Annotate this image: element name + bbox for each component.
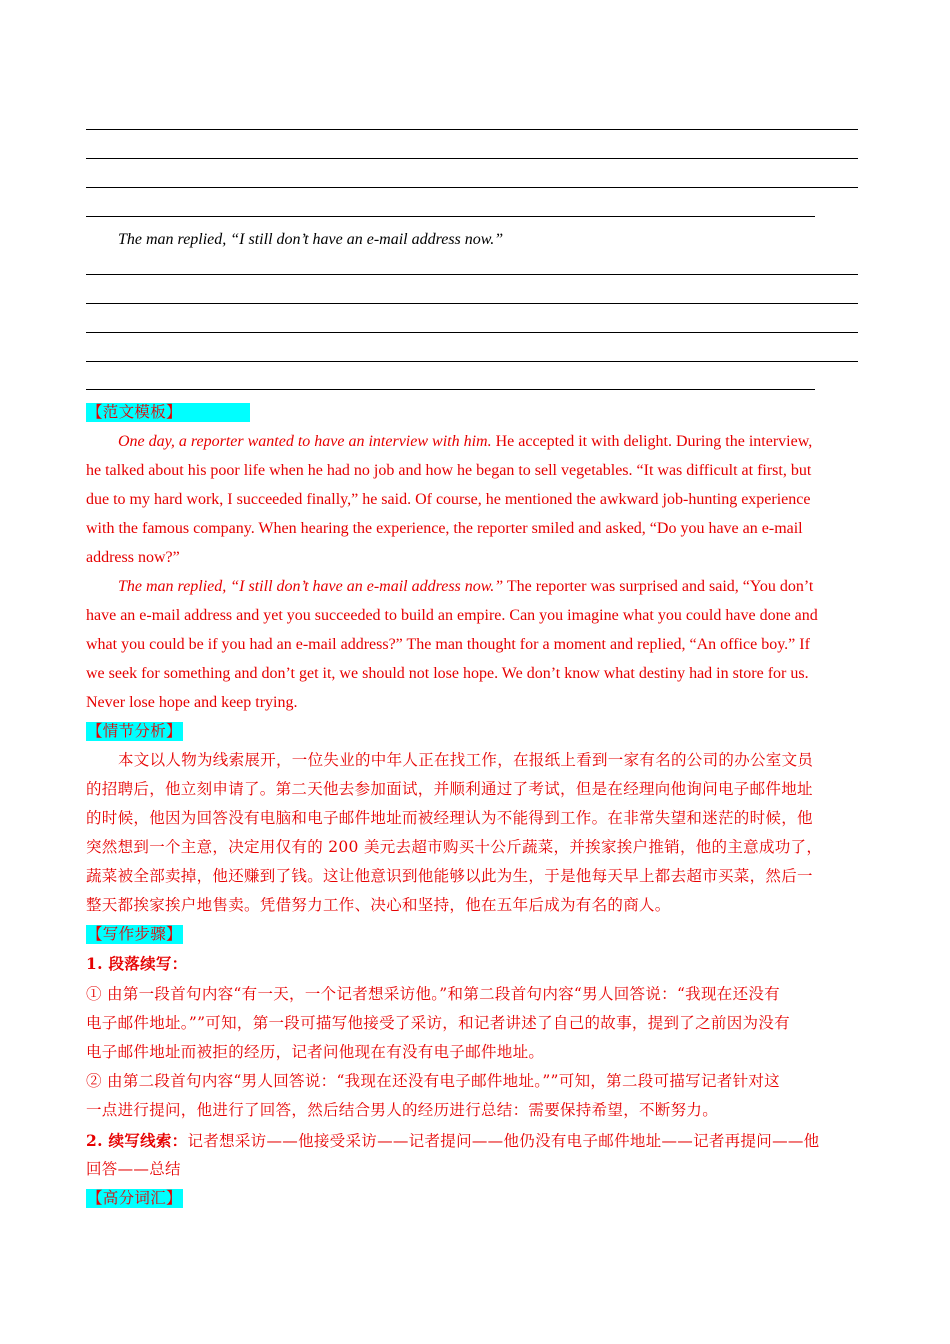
paragraph-prompt: The man replied, “I still don’t have an e-mail address now.” (118, 231, 504, 248)
plot-analysis-heading-row (86, 717, 861, 746)
vocab-heading: 【高分词汇】 (87, 1189, 182, 1207)
plot-analysis-heading: 【情节分析】 (87, 722, 182, 740)
step-line: ① 由第一段首句内容“有一天，一个记者想采访他。”和第二段首句内容“男人回答说：“我现在还没有 (86, 985, 780, 1003)
essay-p2-line: Never lose hope and keep trying. (86, 694, 298, 711)
essay-p2-line: have an e-mail address and yet you succeeded to build an empire. Can you imagine what you could have done and (86, 607, 818, 624)
step2-title: 2. 续写线索： (86, 1131, 188, 1150)
essay-p2-line (86, 572, 861, 601)
writing-line (86, 187, 858, 188)
vocab-heading-row (86, 1184, 861, 1213)
step2-line (86, 1126, 861, 1156)
essay-p2-line: we seek for something and don’t get it, we should not lose hope. We don’t know what destiny had in store for us. (86, 665, 809, 682)
step-line: 回答——总结 (86, 1160, 181, 1178)
writing-line (86, 216, 815, 217)
essay-p1-line: due to my hard work, I succeeded finally,” he said. Of course, he mentioned the awkward job-hunting experience (86, 491, 811, 508)
step-line: 电子邮件地址而被拒的经历，记者问他现在有没有电子邮件地址。 (86, 1043, 545, 1061)
writing-line (86, 158, 858, 159)
analysis-line: 的招聘后，他立刻申请了。第二天他去参加面试，并顺利通过了考试，但是在经理向他询问电子邮件地址 (86, 780, 813, 798)
writing-line (86, 361, 858, 362)
step1-title: 1. 段落续写： (86, 954, 188, 973)
step-line: 电子邮件地址。””可知，第一段可描写他接受了采访，和记者讲述了自己的故事，提到了之前因为没有 (86, 1014, 790, 1032)
step2-text: 记者想采访——他接受采访——记者提问——他仍没有电子邮件地址——记者再提问——他 (187, 1132, 820, 1150)
essay-text: He accepted it with delight. During the interview, (491, 433, 813, 450)
analysis-line: 蔬菜被全部卖掉，他还赚到了钱。这让他意识到他能够以此为生，于是他每天早上都去超市买菜，然后一 (86, 867, 813, 885)
essay-p1-line: with the famous company. When hearing the experience, the reporter smiled and asked, “Do you have an e-mail (86, 520, 803, 537)
writing-line (86, 129, 858, 130)
step-line: 一点进行提问，他进行了回答，然后结合男人的经历进行总结：需要保持希望，不断努力。 (86, 1101, 719, 1119)
analysis-line: 本文以人物为线索展开，一位失业的中年人正在找工作，在报纸上看到一家有名的公司的办公室文员 (118, 751, 814, 769)
model-essay-heading-row (86, 398, 861, 427)
model-essay-heading: 【范文模板】 (86, 403, 250, 422)
essay-p1-line: address now?” (86, 549, 180, 566)
writing-steps-heading-row (86, 920, 861, 949)
analysis-line: 整天都挨家挨户地售卖。凭借努力工作、决心和坚持，他在五年后成为有名的商人。 (86, 896, 671, 914)
writing-line (86, 332, 858, 333)
essay-p1-line (86, 427, 861, 456)
essay-text: The reporter was surprised and said, “You don’t (503, 578, 814, 595)
writing-line (86, 274, 858, 275)
essay-p2-opening: The man replied, “I still don’t have an e-mail address now.” (118, 578, 504, 595)
essay-p2-line: what you could be if you had an e-mail address?” The man thought for a moment and replied, “An office boy.” If (86, 636, 810, 653)
writing-line (86, 389, 815, 390)
essay-p1-line: he talked about his poor life when he had no job and how he began to sell vegetables. “It was difficult at first, but (86, 462, 812, 479)
analysis-line: 的时候，他因为回答没有电脑和电子邮件地址而被经理认为不能得到工作。在非常失望和迷茫的时候，他 (86, 809, 813, 827)
step-line: ② 由第二段首句内容“男人回答说：“我现在还没有电子邮件地址。””可知，第二段可描写记者针对这 (86, 1072, 780, 1090)
writing-line (86, 303, 858, 304)
essay-p1-opening: One day, a reporter wanted to have an interview with him. (118, 433, 492, 450)
analysis-line: 突然想到一个主意，决定用仅有的 200 美元去超市购买十公斤蔬菜，并挨家挨户推销，他的主意成功了， (86, 838, 823, 856)
writing-steps-heading: 【写作步骤】 (87, 925, 182, 943)
